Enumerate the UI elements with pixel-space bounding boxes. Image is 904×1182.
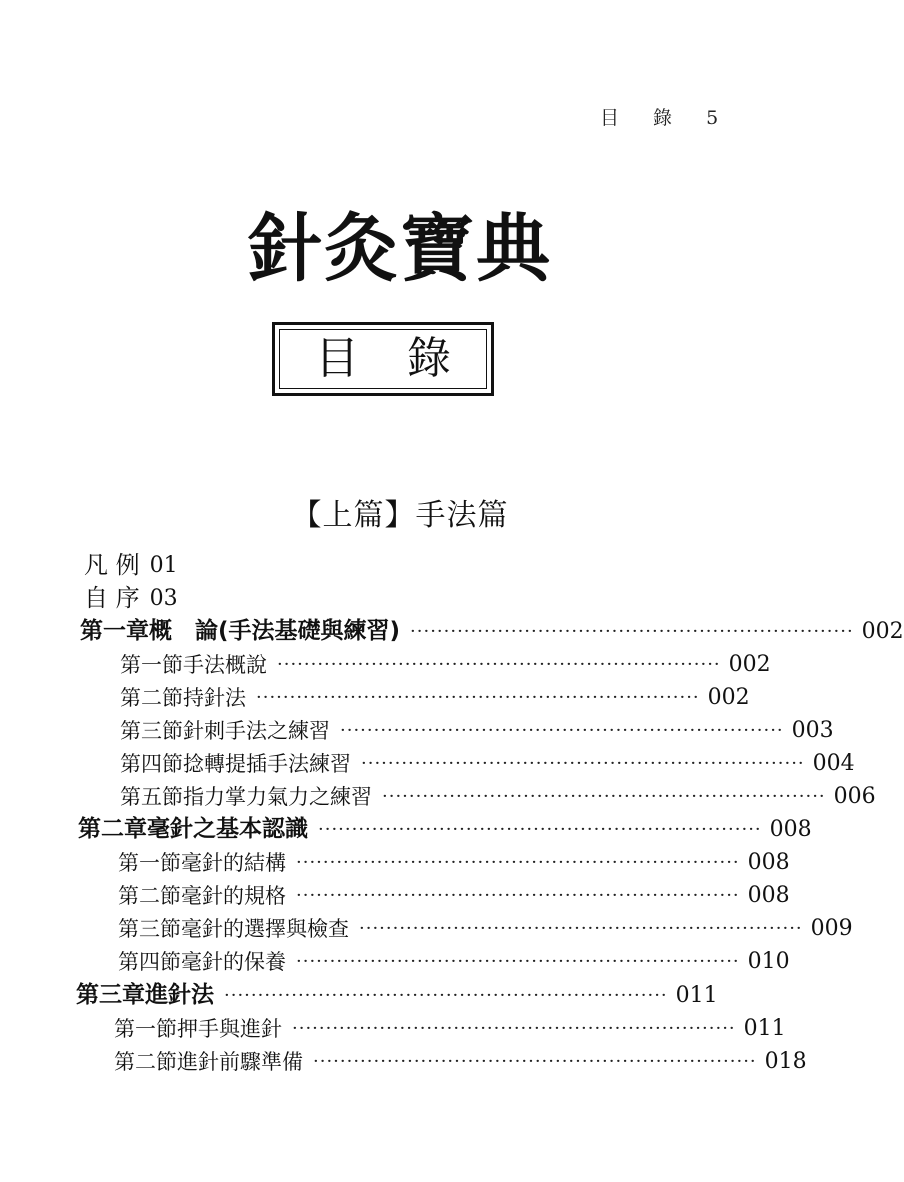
toc-chapter-number: 第一章 — [80, 618, 149, 644]
toc-page-number: 004 — [812, 751, 855, 776]
toc-leader-dots: ·································································· — [277, 654, 721, 675]
toc-section-number: 第三節 — [120, 719, 183, 743]
toc-leader-dots: ·································································· — [318, 819, 762, 840]
toc-front-row[interactable] — [84, 545, 178, 577]
toc-page-number: 006 — [833, 784, 876, 809]
toc-section-row[interactable] — [120, 743, 855, 776]
toc-section-title: 指力掌力氣力之練習 — [183, 785, 372, 809]
toc-section-number: 第四節 — [118, 950, 181, 974]
toc-leader-dots: ·································································· — [361, 753, 805, 774]
toc-front-row[interactable] — [84, 578, 178, 610]
toc-leader-dots: ·································································· — [292, 1018, 736, 1039]
toc-title: 目錄 — [315, 333, 499, 384]
toc-front-page: 01 — [149, 553, 178, 578]
toc-section-title: 毫針的保養 — [181, 950, 286, 974]
toc-section-number: 第五節 — [120, 785, 183, 809]
toc-leader-dots: ·································································· — [340, 720, 784, 741]
toc-leader-dots: ·································································· — [296, 885, 740, 906]
toc-section-title: 進針前驟準備 — [177, 1050, 303, 1074]
toc-section-row[interactable] — [120, 677, 750, 710]
toc-section-number: 第二節 — [114, 1050, 177, 1074]
toc-page-number: 011 — [675, 983, 718, 1008]
toc-section-title: 毫針的選擇與檢查 — [181, 917, 349, 941]
toc-section-title: 針刺手法之練習 — [183, 719, 330, 743]
toc-section-number: 第二節 — [118, 884, 181, 908]
toc-leader-dots: ·································································· — [359, 918, 803, 939]
toc-front-label: 自 序 — [84, 584, 140, 612]
toc-page-number: 002 — [728, 652, 771, 677]
toc-section-title: 毫針的結構 — [181, 851, 286, 875]
toc-chapter-row[interactable] — [80, 611, 904, 644]
toc-leader-dots: ·································································· — [410, 621, 854, 642]
toc-section-number: 第二節 — [120, 686, 183, 710]
toc-chapter-title: 概 論(手法基礎與練習) — [149, 618, 401, 644]
toc-chapter-number: 第二章 — [78, 816, 147, 842]
toc-section-number: 第一節 — [114, 1017, 177, 1041]
book-title: 針灸寶典 — [248, 206, 552, 292]
toc-page-number: 003 — [791, 718, 834, 743]
toc-section-row[interactable] — [120, 776, 876, 809]
toc-section-row[interactable] — [118, 842, 790, 875]
toc-leader-dots: ·································································· — [313, 1051, 757, 1072]
toc-leader-dots: ·································································· — [256, 687, 700, 708]
toc-chapter-number: 第三章 — [76, 982, 145, 1008]
toc-section-title: 持針法 — [183, 686, 246, 710]
toc-section-number: 第四節 — [120, 752, 183, 776]
toc-leader-dots: ·································································· — [382, 786, 826, 807]
toc-page-number: 008 — [747, 850, 790, 875]
toc-section-row[interactable] — [114, 1008, 786, 1041]
toc-section-number: 第一節 — [118, 851, 181, 875]
toc-section-row[interactable] — [118, 875, 790, 908]
toc-page-number: 002 — [707, 685, 750, 710]
toc-section-row[interactable] — [118, 941, 790, 974]
toc-chapter-row[interactable] — [78, 809, 812, 842]
toc-section-title: 毫針的規格 — [181, 884, 286, 908]
toc-leader-dots: ·································································· — [296, 852, 740, 873]
running-head: 目 錄 5 — [600, 107, 733, 129]
toc-page-number: 008 — [769, 817, 812, 842]
toc-page-number: 002 — [861, 619, 904, 644]
toc-section-row[interactable] — [114, 1041, 807, 1074]
toc-section-title: 押手與進針 — [177, 1017, 282, 1041]
toc-page-number: 009 — [810, 916, 853, 941]
toc-section-row[interactable] — [118, 908, 853, 941]
toc-leader-dots: ·································································· — [296, 951, 740, 972]
part-title: 【上篇】手法篇 — [291, 498, 509, 533]
toc-section-row[interactable] — [120, 644, 771, 677]
toc-chapter-title: 進針法 — [145, 982, 214, 1008]
toc-section-title: 捻轉提插手法練習 — [183, 752, 351, 776]
toc-front-page: 03 — [149, 586, 178, 611]
toc-title-box-inner — [279, 329, 499, 389]
toc-front-label: 凡 例 — [84, 551, 140, 579]
toc-page-number: 010 — [747, 949, 790, 974]
toc-chapter-title: 毫針之基本認識 — [147, 816, 308, 842]
toc-section-number: 第一節 — [120, 653, 183, 677]
toc-chapter-row[interactable] — [76, 975, 718, 1008]
toc-section-row[interactable] — [120, 710, 834, 743]
toc-title-box — [272, 322, 499, 396]
toc-page-number: 018 — [764, 1049, 807, 1074]
toc-section-number: 第三節 — [118, 917, 181, 941]
toc-page-number: 008 — [747, 883, 790, 908]
toc-page-number: 011 — [743, 1016, 786, 1041]
toc-leader-dots: ·································································· — [224, 985, 668, 1006]
toc-section-title: 手法概說 — [183, 653, 267, 677]
